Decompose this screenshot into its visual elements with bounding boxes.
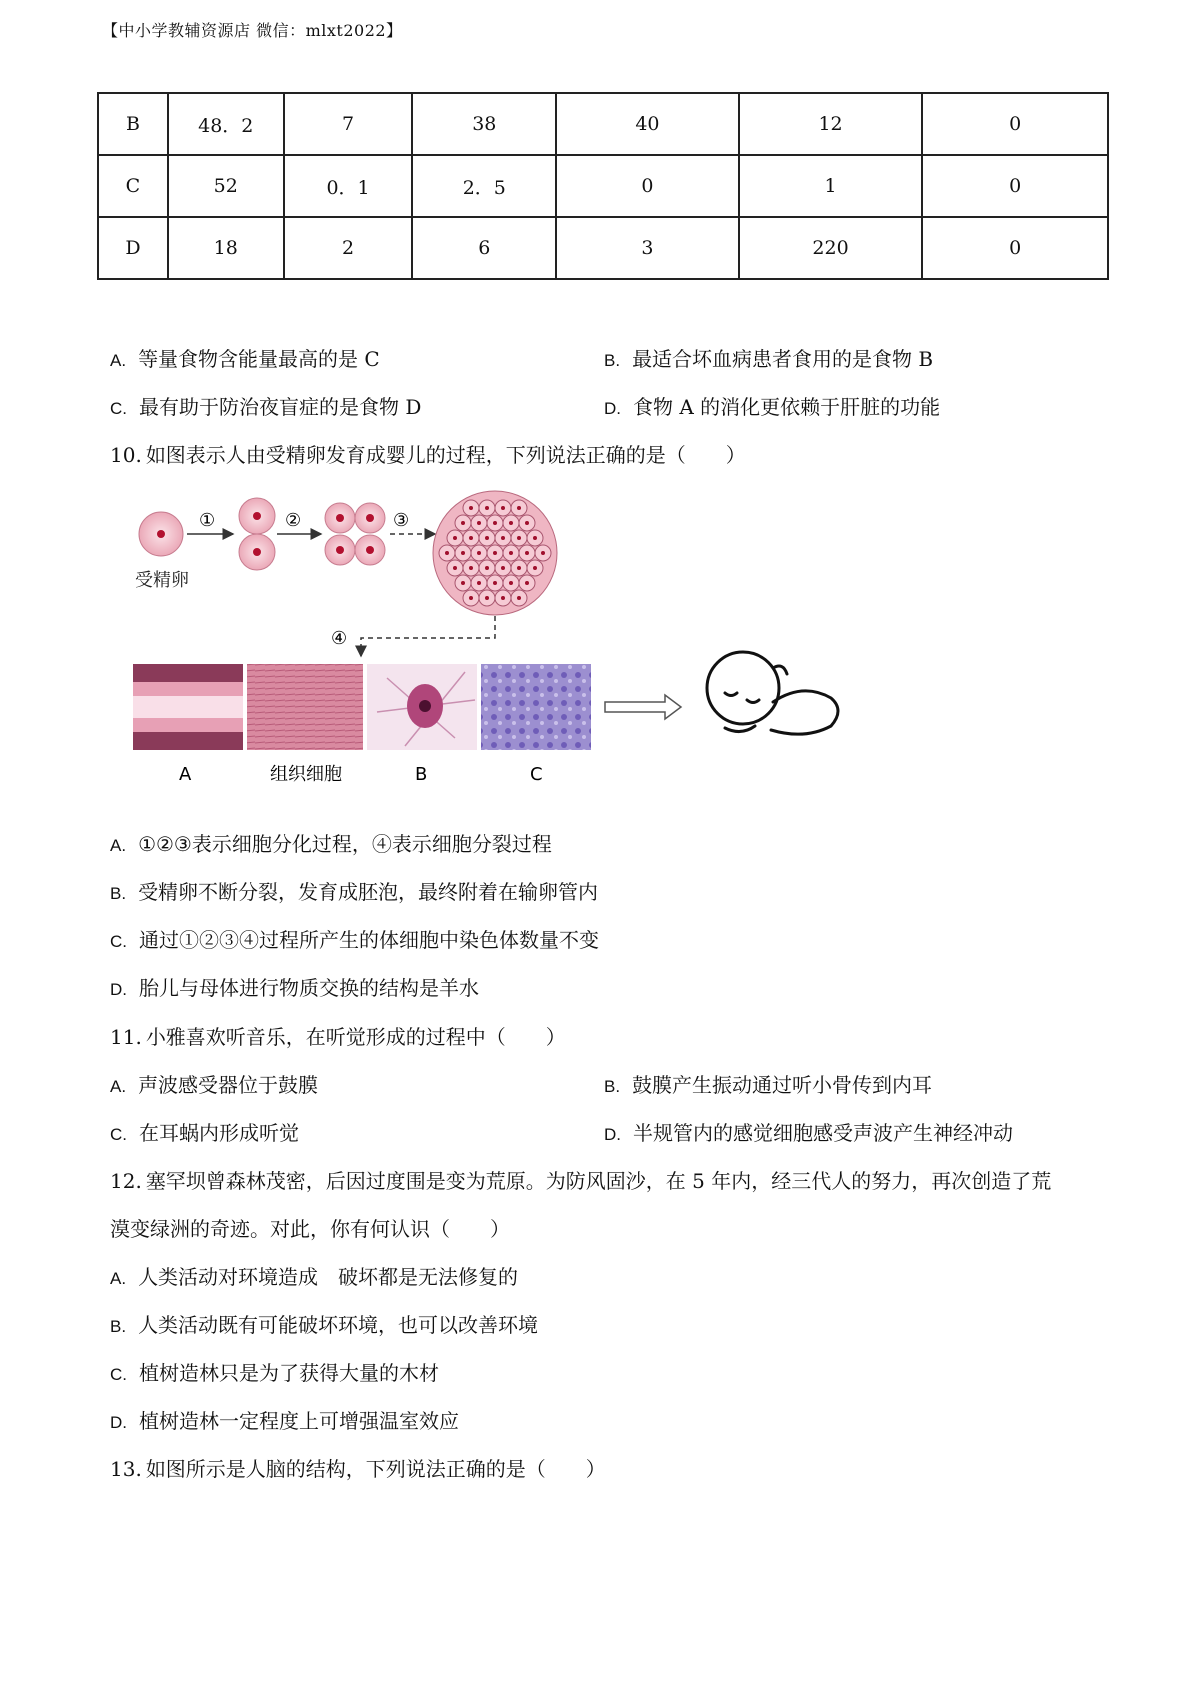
table-cell: 2．5: [412, 155, 556, 217]
q10-option-d: D. 胎儿与母体进行物质交换的结构是羊水: [110, 976, 479, 1000]
zygote-label: 受精卵: [135, 570, 189, 591]
q9-option-a: A. 等量食物含能量最高的是 C: [110, 347, 380, 371]
q12-option-a: A. 人类活动对环境造成 破坏都是无法修复的: [110, 1265, 519, 1289]
table-cell: 18: [168, 217, 284, 279]
tissue-panel-c: [481, 664, 591, 750]
tissue-label-cells: 组织细胞: [270, 764, 342, 785]
table-cell: 0: [922, 93, 1108, 155]
q12-option-d: D. 植树造林一定程度上可增强温室效应: [110, 1409, 459, 1433]
table-cell: 2: [284, 217, 413, 279]
table-cell: 0: [922, 155, 1108, 217]
q11-stem: 11. 小雅喜欢听音乐，在听觉形成的过程中（ ）: [110, 1025, 566, 1049]
tissue-panel-b: [367, 664, 477, 750]
tissue-panel-muscle: [247, 664, 363, 750]
tissue-label-c: C: [530, 764, 543, 785]
zygote-cell: [139, 512, 183, 556]
step-1-label: ①: [199, 510, 216, 531]
q12-option-b: B. 人类活动既有可能破坏环境，也可以改善环境: [110, 1313, 539, 1337]
q10-option-c: C. 通过①②③④过程所产生的体细胞中染色体数量不变: [110, 928, 599, 952]
table-row: [98, 217, 1108, 279]
q9-option-b: B. 最适合坏血病患者食用的是食物 B: [604, 347, 934, 371]
q9-option-c: C. 最有助于防治夜盲症的是食物 D: [110, 395, 422, 419]
q12-stem-line2: 漠变绿洲的奇迹。对此，你有何认识（ ）: [110, 1217, 510, 1241]
tissue-label-a: A: [179, 764, 192, 785]
q11-option-d: D. 半规管内的感觉细胞感受声波产生神经冲动: [604, 1121, 1013, 1145]
hollow-arrow: [605, 695, 681, 719]
multicell-ball: [433, 491, 557, 615]
q11-option-a: A. 声波感受器位于鼓膜: [110, 1073, 319, 1097]
tissue-label-b: B: [415, 764, 428, 785]
baby-illustration: [707, 652, 838, 734]
q13-stem: 13. 如图所示是人脑的结构，下列说法正确的是（ ）: [110, 1457, 606, 1481]
q12-option-c: C. 植树造林只是为了获得大量的木材: [110, 1361, 439, 1385]
development-diagram: [125, 488, 925, 808]
table-row: [98, 155, 1108, 217]
table-cell: 6: [412, 217, 556, 279]
q12-stem-line1: 12. 塞罕坝曾森林茂密，后因过度围是变为荒原。为防风固沙，在 5 年内，经三代人的努力，再次创造了荒: [110, 1169, 1052, 1193]
table-cell: 0: [922, 217, 1108, 279]
table-row: [98, 93, 1108, 155]
table-cell: 3: [556, 217, 739, 279]
four-cell-stage: [325, 503, 385, 565]
table-cell: D: [98, 217, 168, 279]
q9-option-d: D. 食物 A 的消化更依赖于肝脏的功能: [604, 395, 941, 419]
q11-option-b: B. 鼓膜产生振动通过听小骨传到内耳: [604, 1073, 933, 1097]
table-cell: C: [98, 155, 168, 217]
page-header: 【中小学教辅资源店 微信：mlxt2022】: [102, 21, 403, 40]
step-2-label: ②: [285, 510, 302, 531]
tissue-panel-a: [133, 664, 243, 750]
table-cell: 40: [556, 93, 739, 155]
table-cell: 1: [739, 155, 923, 217]
table-cell: 12: [739, 93, 923, 155]
q10-stem: 10. 如图表示人由受精卵发育成婴儿的过程，下列说法正确的是（ ）: [110, 443, 746, 467]
step-4-label: ④: [331, 628, 348, 649]
q10-option-b: B. 受精卵不断分裂，发育成胚泡，最终附着在输卵管内: [110, 880, 599, 904]
q11-option-c: C. 在耳蜗内形成听觉: [110, 1121, 299, 1145]
table-cell: 0: [556, 155, 739, 217]
table-cell: 48．2: [168, 93, 284, 155]
table-cell: 7: [284, 93, 413, 155]
two-cell-stage: [239, 498, 275, 570]
step-3-label: ③: [393, 510, 410, 531]
table-cell: 52: [168, 155, 284, 217]
table-cell: 220: [739, 217, 923, 279]
table-cell: 38: [412, 93, 556, 155]
nutrition-table: [97, 92, 1109, 280]
table-cell: B: [98, 93, 168, 155]
table-cell: 0．1: [284, 155, 413, 217]
q10-option-a: A. ①②③表示细胞分化过程，④表示细胞分裂过程: [110, 832, 552, 856]
